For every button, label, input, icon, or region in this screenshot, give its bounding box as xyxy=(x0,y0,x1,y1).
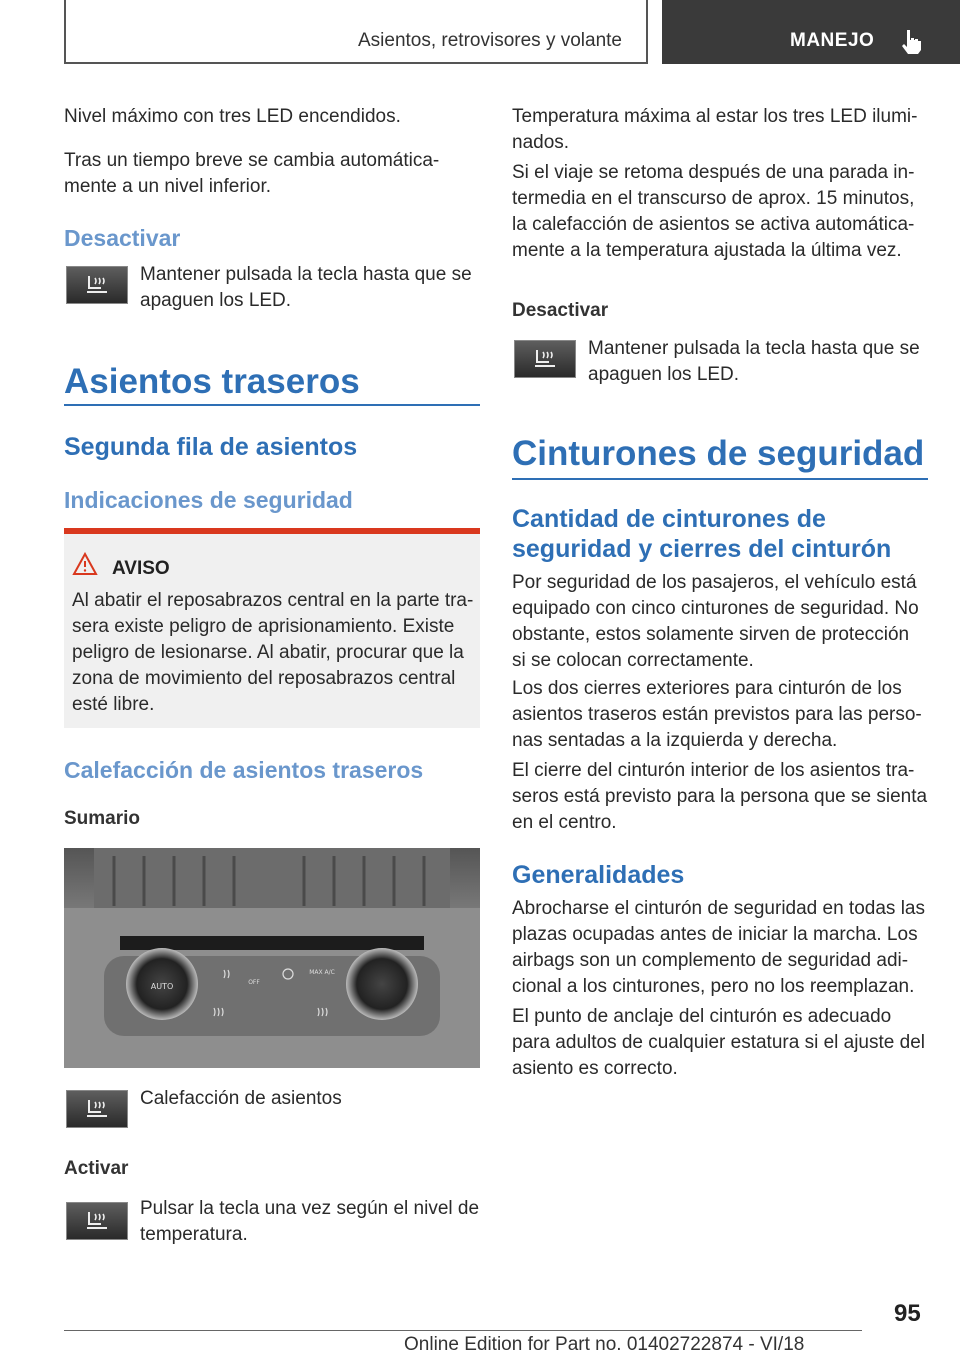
right-paragraph-4: Los dos cierres exteriores para cinturón de los asientos traseros están previstos para las perso- nas sentadas a la izquierda y derecha. xyxy=(512,678,922,751)
footer-rule xyxy=(64,1330,862,1331)
seat-heating-button-image-2 xyxy=(66,1090,128,1128)
seat-heating-icon xyxy=(85,1210,109,1232)
warning-text: Al abatir el reposabrazos central en la parte tra- sera existe peligro de aprisionamiento. Existe peligro de lesionarse. Al abatir, procurar que la zona de movimiento del reposabrazos central esté libre. xyxy=(72,590,474,715)
seat-heating-icon xyxy=(533,348,557,370)
right-paragraph-7: El punto de anclaje del cinturón es adecuado para adultos de cualquier estatura si el ajuste del asiento es correcto. xyxy=(512,1006,925,1079)
heading-rule-2 xyxy=(512,478,928,480)
heading-asientos-traseros: Asientos traseros xyxy=(64,362,360,401)
heading-cantidad: Cantidad de cinturones de seguridad y cierres del cinturón xyxy=(512,505,892,563)
right-paragraph-2: Si el viaje se retoma después de una parada in- termedia en el transcurso de aprox. 15 minutos, la calefacción de asientos se activa automática- mente a la temperatura ajustada la última vez. xyxy=(512,162,915,261)
left-paragraph-2: Tras un tiempo breve se cambia automática- mente a un nivel inferior. xyxy=(64,150,440,197)
header-section-box xyxy=(64,0,648,64)
rear-climate-panel-image xyxy=(64,848,480,1068)
heading-segunda-fila: Segunda fila de asientos xyxy=(64,433,358,461)
panel-off-label: OFF xyxy=(248,979,260,986)
left-paragraph-1: Nivel máximo con tres LED encendidos. xyxy=(64,106,401,127)
footer-edition: Online Edition for Part no. 01402722874 - VI/18 xyxy=(404,1334,805,1355)
warning-title: AVISO xyxy=(112,558,170,579)
heading-indicaciones: Indicaciones de seguridad xyxy=(64,487,353,513)
seat-heating-button-image xyxy=(66,266,128,304)
right-desactivar-heading: Desactivar xyxy=(512,300,609,321)
seat-heating-button-image-3 xyxy=(66,1202,128,1240)
seat-heating-button-image-4 xyxy=(514,340,576,378)
heading-cinturones: Cinturones de seguridad xyxy=(512,434,925,473)
right-paragraph-5: El cierre del cinturón interior de los asientos tra- seros está previsto para la persona que se sienta en el centro. xyxy=(512,760,928,833)
activar-text: Pulsar la tecla una vez según el nivel de temperatura. xyxy=(140,1198,480,1245)
desactivar-text: Mantener pulsada la tecla hasta que se apaguen los LED. xyxy=(140,264,472,311)
hand-pointer-icon xyxy=(900,28,922,54)
header-chapter-box xyxy=(662,0,960,64)
seat-heating-icon xyxy=(85,1098,109,1120)
right-paragraph-6: Abrocharse el cinturón de seguridad en todas las plazas ocupadas antes de iniciar la marcha. Los airbags son un complemento de seguridad adi- cional a los cinturones, pero no los reemplazan. xyxy=(512,898,925,997)
activar-heading: Activar xyxy=(64,1158,129,1179)
heading-calefaccion: Calefacción de asientos traseros xyxy=(64,757,424,783)
right-desactivar-text: Mantener pulsada la tecla hasta que se apaguen los LED. xyxy=(588,338,920,385)
warning-triangle-icon xyxy=(72,552,98,576)
header-section-title: Asientos, retrovisores y volante xyxy=(357,30,622,51)
desactivar-heading: Desactivar xyxy=(64,225,181,251)
right-paragraph-1: Temperatura máxima al estar los tres LED ilumi- nados. xyxy=(512,106,918,153)
heading-generalidades: Generalidades xyxy=(512,861,685,889)
right-paragraph-3: Por seguridad de los pasajeros, el vehículo está equipado con cinco cinturones de seguridad. No obstante, estos solamente sirven de protección si se colocan correctamente. xyxy=(512,572,919,671)
heading-rule xyxy=(64,404,480,406)
sumario-heading: Sumario xyxy=(64,808,141,829)
icon-caption: Calefacción de asientos xyxy=(140,1088,342,1109)
warning-box xyxy=(64,528,480,728)
page-number: 95 xyxy=(894,1300,921,1327)
header-chapter-title: MANEJO xyxy=(790,30,875,51)
panel-auto-label: AUTO xyxy=(150,982,174,991)
panel-maxac-label: MAX A/C xyxy=(309,969,335,976)
seat-heating-icon xyxy=(85,274,109,296)
